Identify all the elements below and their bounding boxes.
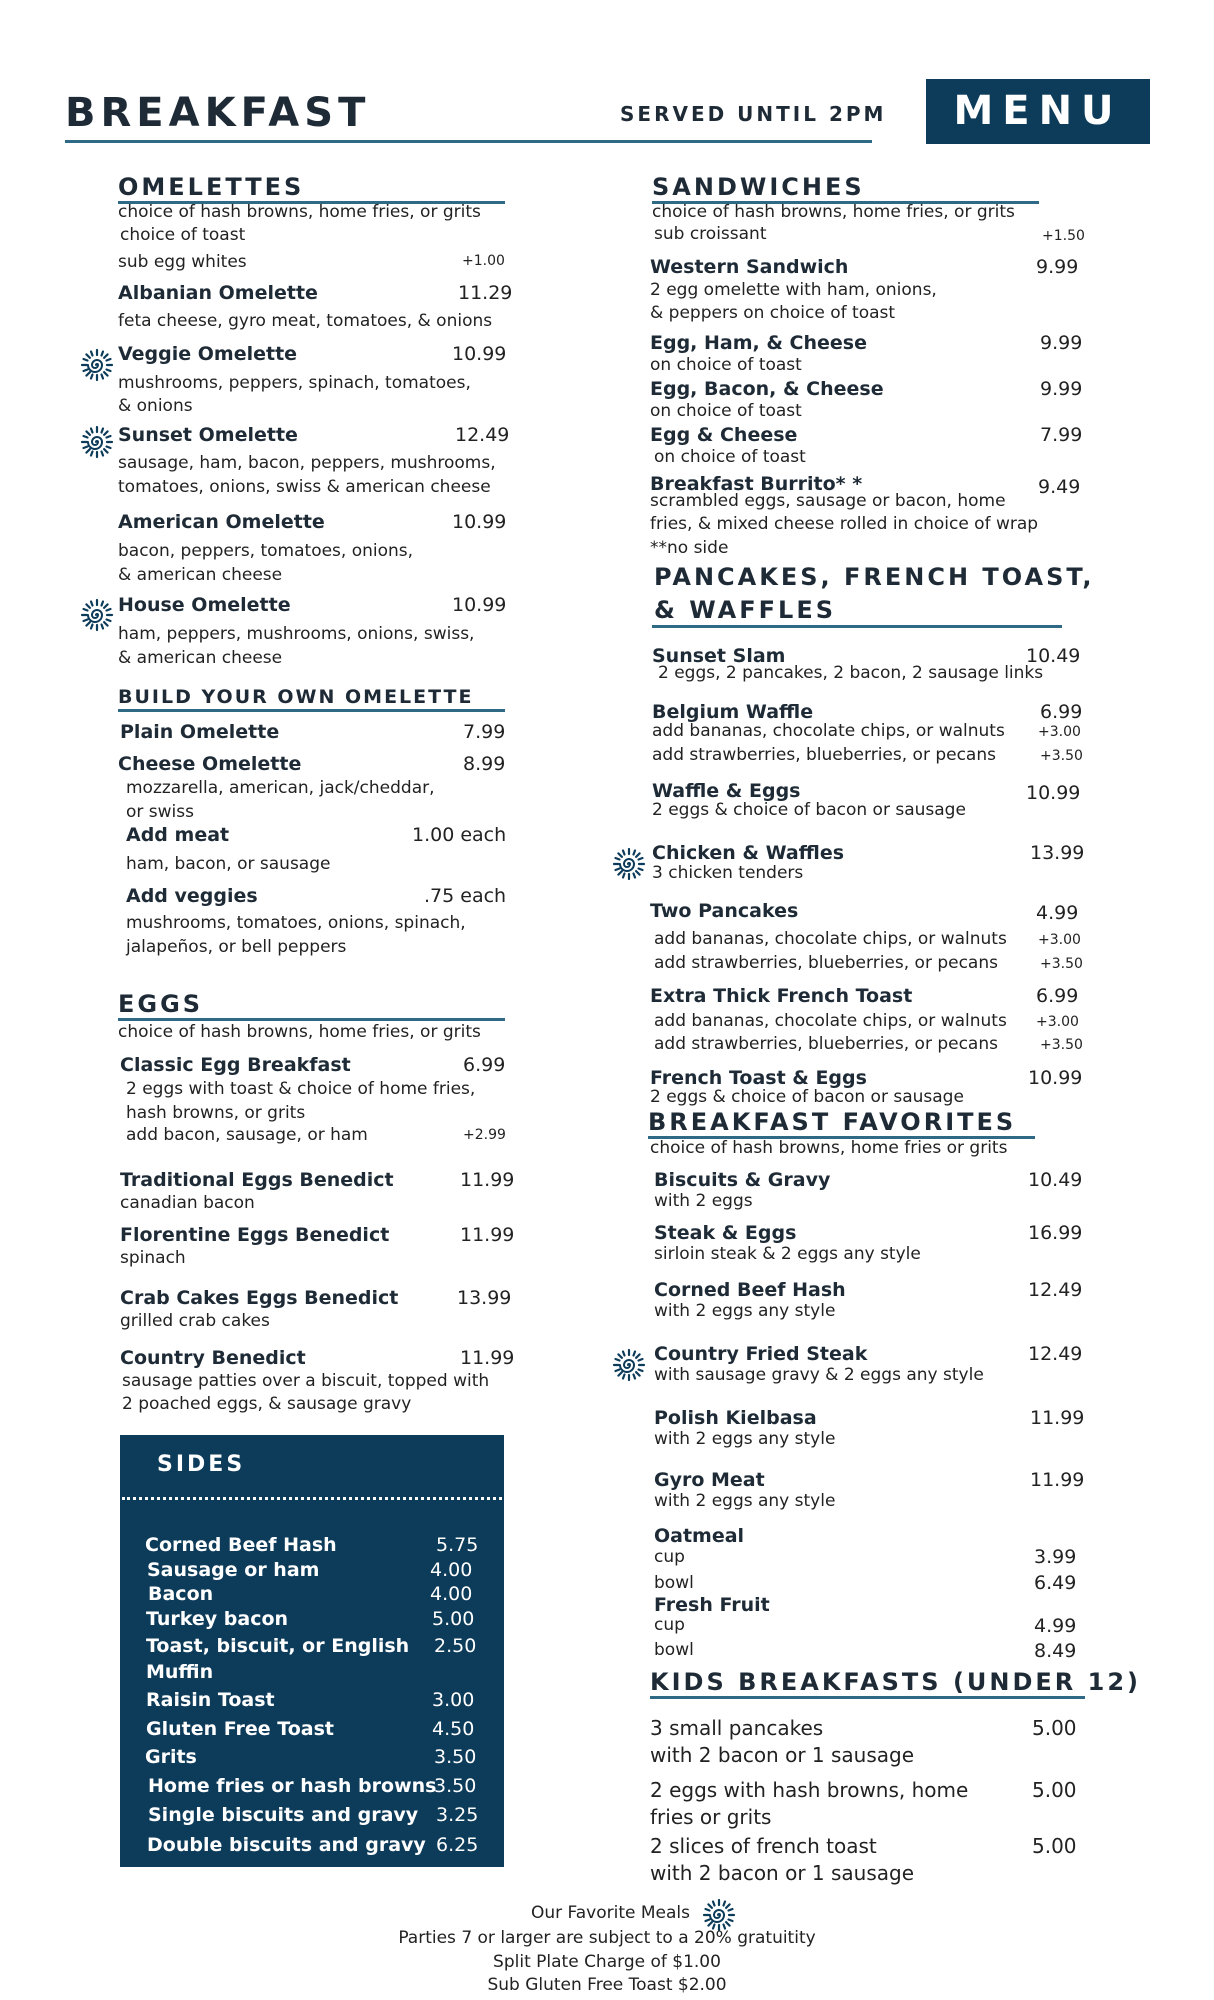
kids-item-line: with 2 bacon or 1 sausage bbox=[650, 1861, 915, 1885]
eggs-title: EGGS bbox=[118, 990, 204, 1018]
omelettes-toast-note: choice of toast bbox=[120, 225, 246, 245]
menu-item-desc: with 2 eggs any style bbox=[654, 1429, 836, 1449]
sandwiches-note: choice of hash browns, home fries, or grits bbox=[652, 202, 1015, 222]
side-item-price: 6.25 bbox=[436, 1834, 479, 1856]
menu-item-price: 6.99 bbox=[1036, 985, 1079, 1007]
menu-item-price: 9.99 bbox=[1040, 332, 1083, 354]
menu-item-desc: & american cheese bbox=[118, 565, 283, 585]
menu-item-name: Extra Thick French Toast bbox=[650, 985, 913, 1007]
side-item-name: Corned Beef Hash bbox=[145, 1534, 337, 1556]
side-item-price: 2.50 bbox=[434, 1635, 477, 1657]
menu-item-name: Country Benedict bbox=[120, 1347, 306, 1369]
menu-item-price: 6.99 bbox=[1040, 701, 1083, 723]
menu-item-name: Veggie Omelette bbox=[118, 343, 298, 365]
menu-item-price: 13.99 bbox=[1030, 842, 1085, 864]
pancakes-title-line2: & WAFFLES bbox=[654, 596, 837, 624]
favorite-meals-legend: Our Favorite Meals bbox=[531, 1903, 691, 1923]
add-on-price: +3.50 bbox=[1040, 956, 1083, 972]
menu-item-desc: sausage patties over a biscuit, topped with bbox=[122, 1371, 490, 1391]
kids-item-line: 3 small pancakes bbox=[650, 1716, 824, 1740]
menu-item-price: 11.99 bbox=[460, 1169, 515, 1191]
menu-item-price: 9.49 bbox=[1038, 476, 1081, 498]
menu-item-price: 11.99 bbox=[1030, 1407, 1085, 1429]
side-item-price: 5.00 bbox=[432, 1608, 475, 1630]
side-item-price: 4.50 bbox=[432, 1718, 475, 1740]
menu-item-name: Corned Beef Hash bbox=[654, 1279, 846, 1301]
add-on-price: +2.99 bbox=[463, 1127, 506, 1143]
menu-item-price: 10.49 bbox=[1028, 1169, 1083, 1191]
sandwiches-title: SANDWICHES bbox=[652, 173, 865, 201]
kids-item-line: 2 eggs with hash browns, home bbox=[650, 1778, 969, 1802]
add-on-price: +3.50 bbox=[1040, 748, 1083, 764]
menu-item-price: 10.99 bbox=[1028, 1067, 1083, 1089]
menu-item-name: Add veggies bbox=[126, 885, 258, 907]
side-item-name: Bacon bbox=[148, 1583, 214, 1605]
side-item-price: 5.75 bbox=[436, 1534, 479, 1556]
side-item-name: Grits bbox=[145, 1746, 197, 1768]
menu-item-desc: 2 eggs & choice of bacon or sausage bbox=[650, 1087, 964, 1107]
menu-item-desc: fries, & mixed cheese rolled in choice of wrap bbox=[650, 514, 1039, 534]
sub-egg-whites: sub egg whites bbox=[118, 252, 247, 272]
menu-item-desc: ham, peppers, mushrooms, onions, swiss, bbox=[118, 624, 475, 644]
menu-item-price: 11.99 bbox=[460, 1224, 515, 1246]
side-item-name: Toast, biscuit, or English bbox=[146, 1635, 410, 1657]
menu-item-desc: **no side bbox=[650, 538, 729, 558]
side-item-name: Double biscuits and gravy bbox=[147, 1834, 426, 1856]
menu-item-price: 10.99 bbox=[452, 594, 507, 616]
menu-item-name: House Omelette bbox=[118, 594, 291, 616]
split-plate-note: Split Plate Charge of $1.00 bbox=[493, 1952, 721, 1972]
side-item-price: 3.50 bbox=[434, 1746, 477, 1768]
menu-item-name: Chicken & Waffles bbox=[652, 842, 845, 864]
favorite-sun-icon bbox=[702, 1898, 736, 1932]
menu-item-desc: hash browns, or grits bbox=[126, 1103, 306, 1123]
gratuity-note: Parties 7 or larger are subject to a 20% gratuitity bbox=[398, 1928, 816, 1948]
favorites-title: BREAKFAST FAVORITES bbox=[648, 1108, 1017, 1136]
sub-croissant-price: +1.50 bbox=[1042, 228, 1085, 244]
kids-title: KIDS BREAKFASTS (UNDER 12) bbox=[650, 1668, 1142, 1696]
side-item-price: 4.00 bbox=[430, 1583, 473, 1605]
menu-item-desc: sirloin steak & 2 eggs any style bbox=[654, 1244, 921, 1264]
favorites-note: choice of hash browns, home fries or grits bbox=[650, 1138, 1008, 1158]
menu-item-desc: bacon, peppers, tomatoes, onions, bbox=[118, 541, 414, 561]
eggs-note: choice of hash browns, home fries, or grits bbox=[118, 1022, 481, 1042]
menu-item-name: Florentine Eggs Benedict bbox=[120, 1224, 390, 1246]
menu-item-price: 12.49 bbox=[1028, 1343, 1083, 1365]
menu-item-desc: sausage, ham, bacon, peppers, mushrooms, bbox=[118, 453, 496, 473]
menu-item-name: Country Fried Steak bbox=[654, 1343, 868, 1365]
add-on-label: add bananas, chocolate chips, or walnuts bbox=[654, 1011, 1007, 1031]
menu-item-name: French Toast & Eggs bbox=[650, 1067, 867, 1089]
portion-label: bowl bbox=[654, 1640, 694, 1660]
menu-item-name: Classic Egg Breakfast bbox=[120, 1054, 351, 1076]
side-item-name: Single biscuits and gravy bbox=[148, 1804, 419, 1826]
menu-item-price: 11.99 bbox=[1030, 1469, 1085, 1491]
menu-item-name: Egg, Bacon, & Cheese bbox=[650, 378, 884, 400]
menu-item-desc: 2 eggs, 2 pancakes, 2 bacon, 2 sausage links bbox=[658, 663, 1044, 683]
kids-item-line: 2 slices of french toast bbox=[650, 1834, 877, 1858]
menu-item-price: 4.99 bbox=[1036, 902, 1079, 924]
portion-price: 3.99 bbox=[1034, 1546, 1077, 1568]
menu-item-price: 13.99 bbox=[457, 1287, 512, 1309]
menu-item-price: 10.99 bbox=[452, 343, 507, 365]
side-item-price: 4.00 bbox=[430, 1559, 473, 1581]
menu-item-desc: 3 chicken tenders bbox=[652, 863, 804, 883]
menu-item-name: Polish Kielbasa bbox=[654, 1407, 817, 1429]
add-on-label: add strawberries, blueberries, or pecans bbox=[654, 953, 998, 973]
page-title: BREAKFAST bbox=[65, 90, 371, 136]
omelettes-note: choice of hash browns, home fries, or grits bbox=[118, 202, 481, 222]
menu-item-desc: with 2 eggs bbox=[654, 1191, 753, 1211]
menu-item-name: Steak & Eggs bbox=[654, 1222, 797, 1244]
byo-title: BUILD YOUR OWN OMELETTE bbox=[118, 686, 474, 708]
side-item-name: Sausage or ham bbox=[147, 1559, 320, 1581]
eggs-divider bbox=[118, 1018, 505, 1021]
portion-price: 6.49 bbox=[1034, 1572, 1077, 1594]
menu-item-name: Albanian Omelette bbox=[118, 282, 318, 304]
side-item-name: Raisin Toast bbox=[146, 1689, 275, 1711]
kids-item-price: 5.00 bbox=[1032, 1716, 1077, 1740]
pancakes-divider bbox=[652, 625, 1062, 628]
pancakes-title: PANCAKES, FRENCH TOAST, bbox=[654, 563, 1095, 591]
menu-item-desc: on choice of toast bbox=[650, 355, 802, 375]
add-on-price: +3.50 bbox=[1040, 1037, 1083, 1053]
kids-item-line: with 2 bacon or 1 sausage bbox=[650, 1743, 915, 1767]
add-on-label: add strawberries, blueberries, or pecans bbox=[652, 745, 996, 765]
side-item-name: Muffin bbox=[146, 1661, 214, 1683]
menu-item-desc: 2 poached eggs, & sausage gravy bbox=[122, 1394, 412, 1414]
menu-item-name: Western Sandwich bbox=[650, 256, 849, 278]
favorite-sun-icon bbox=[80, 425, 114, 459]
menu-item-name: Biscuits & Gravy bbox=[654, 1169, 831, 1191]
menu-item-name: Egg & Cheese bbox=[650, 424, 798, 446]
byo-divider bbox=[118, 709, 505, 712]
menu-item-name: Sunset Omelette bbox=[118, 424, 298, 446]
kids-item-line: fries or grits bbox=[650, 1805, 772, 1829]
menu-item-desc: mushrooms, peppers, spinach, tomatoes, bbox=[118, 373, 471, 393]
menu-item-price: 11.29 bbox=[458, 282, 513, 304]
menu-item-name: Egg, Ham, & Cheese bbox=[650, 332, 867, 354]
menu-item-name: Sunset Slam bbox=[652, 645, 786, 667]
served-until: SERVED UNTIL 2PM bbox=[620, 102, 887, 126]
favorite-sun-icon bbox=[80, 598, 114, 632]
sides-divider bbox=[122, 1497, 502, 1500]
menu-item-name: Add meat bbox=[126, 824, 230, 846]
menu-item-desc: tomatoes, onions, swiss & american cheese bbox=[118, 477, 491, 497]
menu-item-desc: with 2 eggs any style bbox=[654, 1491, 836, 1511]
sub-egg-whites-price: +1.00 bbox=[462, 253, 505, 269]
menu-item-desc: & onions bbox=[118, 396, 193, 416]
menu-item-desc: grilled crab cakes bbox=[120, 1311, 270, 1331]
menu-item-price: 7.99 bbox=[1040, 424, 1083, 446]
menu-item-desc: ham, bacon, or sausage bbox=[126, 854, 331, 874]
menu-item-desc: jalapeños, or bell peppers bbox=[126, 937, 347, 957]
menu-item-name: Gyro Meat bbox=[654, 1469, 765, 1491]
add-on-price: +3.00 bbox=[1038, 724, 1081, 740]
side-item-name: Turkey bacon bbox=[146, 1608, 289, 1630]
menu-item-desc: 2 eggs with toast & choice of home fries, bbox=[126, 1079, 476, 1099]
portion-label: bowl bbox=[654, 1573, 694, 1593]
add-on-label: add bananas, chocolate chips, or walnuts bbox=[654, 929, 1007, 949]
menu-item-desc: 2 egg omelette with ham, onions, bbox=[650, 280, 937, 300]
favorite-sun-icon bbox=[612, 847, 646, 881]
menu-item-price: 11.99 bbox=[460, 1347, 515, 1369]
portion-label: cup bbox=[654, 1547, 685, 1567]
menu-item-price: 9.99 bbox=[1040, 378, 1083, 400]
menu-item-price: 9.99 bbox=[1036, 256, 1079, 278]
omelettes-title: OMELETTES bbox=[118, 173, 305, 201]
portion-price: 4.99 bbox=[1034, 1615, 1077, 1637]
sides-title: SIDES bbox=[157, 1452, 246, 1477]
add-on-label: add bacon, sausage, or ham bbox=[126, 1125, 368, 1145]
add-on-label: add bananas, chocolate chips, or walnuts bbox=[652, 721, 1005, 741]
menu-item-price: 10.99 bbox=[1026, 782, 1081, 804]
menu-item-name: Cheese Omelette bbox=[118, 753, 302, 775]
side-item-name: Gluten Free Toast bbox=[146, 1718, 334, 1740]
menu-item-desc: or swiss bbox=[126, 802, 194, 822]
menu-item-desc: with 2 eggs any style bbox=[654, 1301, 836, 1321]
menu-item-desc: scrambled eggs, sausage or bacon, home bbox=[650, 491, 1006, 511]
side-item-price: 3.25 bbox=[436, 1804, 479, 1826]
header-divider bbox=[65, 140, 872, 143]
menu-item-desc: feta cheese, gyro meat, tomatoes, & onions bbox=[118, 311, 493, 331]
side-item-price: 3.50 bbox=[434, 1775, 477, 1797]
side-item-price: 3.00 bbox=[432, 1689, 475, 1711]
menu-item-price: .75 each bbox=[424, 885, 507, 907]
kids-divider bbox=[650, 1696, 1085, 1699]
menu-item-name: Belgium Waffle bbox=[652, 701, 814, 723]
menu-item-name: Two Pancakes bbox=[650, 900, 799, 922]
menu-item-price: 12.49 bbox=[1028, 1279, 1083, 1301]
favorite-sun-icon bbox=[612, 1348, 646, 1382]
menu-item-desc: mozzarella, american, jack/cheddar, bbox=[126, 778, 435, 798]
menu-item-name: Crab Cakes Eggs Benedict bbox=[120, 1287, 399, 1309]
menu-item-desc: with sausage gravy & 2 eggs any style bbox=[654, 1365, 984, 1385]
menu-item-name: American Omelette bbox=[118, 511, 325, 533]
add-on-price: +3.00 bbox=[1036, 1014, 1079, 1030]
menu-item-name: Breakfast Burrito* * bbox=[650, 473, 863, 495]
side-item-name: Home fries or hash browns bbox=[148, 1775, 437, 1797]
menu-item-desc: mushrooms, tomatoes, onions, spinach, bbox=[126, 913, 466, 933]
menu-item-desc: 2 eggs & choice of bacon or sausage bbox=[652, 800, 966, 820]
menu-item-name: Waffle & Eggs bbox=[652, 780, 801, 802]
menu-item-desc: spinach bbox=[120, 1248, 186, 1268]
menu-item-name: Fresh Fruit bbox=[654, 1594, 770, 1616]
gluten-free-note: Sub Gluten Free Toast $2.00 bbox=[487, 1975, 727, 1995]
add-on-price: +3.00 bbox=[1038, 932, 1081, 948]
menu-item-desc: canadian bacon bbox=[120, 1193, 255, 1213]
menu-item-desc: on choice of toast bbox=[654, 447, 806, 467]
menu-badge: MENU bbox=[926, 79, 1150, 144]
menu-item-price: 1.00 each bbox=[412, 824, 507, 846]
kids-item-price: 5.00 bbox=[1032, 1834, 1077, 1858]
portion-price: 8.49 bbox=[1034, 1640, 1077, 1662]
menu-item-name: Traditional Eggs Benedict bbox=[120, 1169, 394, 1191]
menu-item-price: 7.99 bbox=[463, 721, 506, 743]
favorite-sun-icon bbox=[80, 348, 114, 382]
menu-item-name: Oatmeal bbox=[654, 1525, 745, 1547]
menu-item-price: 10.99 bbox=[452, 511, 507, 533]
kids-item-price: 5.00 bbox=[1032, 1778, 1077, 1802]
menu-item-desc: & american cheese bbox=[118, 648, 283, 668]
menu-item-price: 12.49 bbox=[455, 424, 510, 446]
menu-item-price: 10.49 bbox=[1026, 645, 1081, 667]
add-on-label: add strawberries, blueberries, or pecans bbox=[654, 1034, 998, 1054]
menu-item-price: 16.99 bbox=[1028, 1222, 1083, 1244]
menu-item-name: Plain Omelette bbox=[120, 721, 280, 743]
menu-item-price: 8.99 bbox=[463, 753, 506, 775]
menu-item-desc: & peppers on choice of toast bbox=[650, 303, 896, 323]
portion-label: cup bbox=[654, 1615, 685, 1635]
sub-croissant: sub croissant bbox=[654, 224, 767, 244]
menu-item-price: 6.99 bbox=[463, 1054, 506, 1076]
menu-item-desc: on choice of toast bbox=[650, 401, 802, 421]
